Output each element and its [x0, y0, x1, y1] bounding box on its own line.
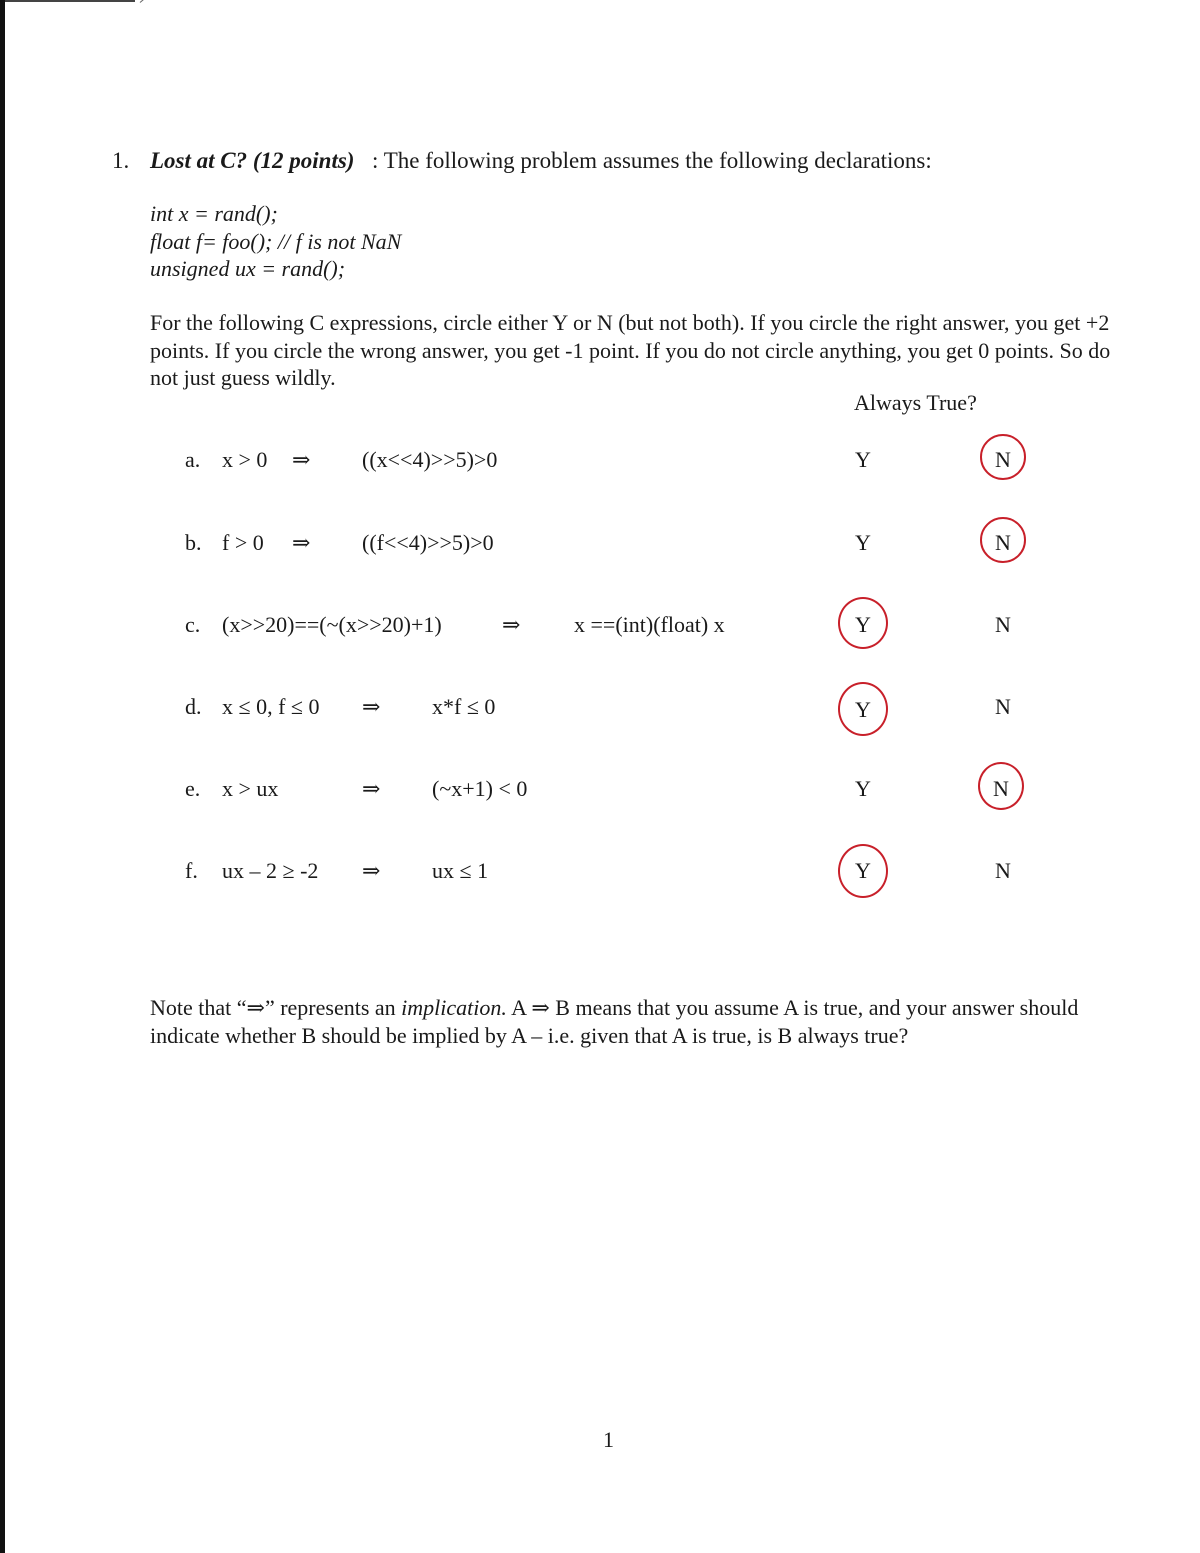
answer-n[interactable]: N [995, 612, 1011, 637]
question-premise: (x>>20)==(~(x>>20)+1) [222, 612, 442, 637]
implication-arrow: ⇒ [362, 858, 381, 883]
grading-circle [838, 682, 888, 736]
question-premise: ux – 2 ≥ -2 [222, 858, 319, 883]
problem-title: Lost at C? (12 points) [150, 148, 355, 173]
answer-y[interactable]: Y [855, 858, 871, 883]
question-letter: f. [185, 858, 198, 883]
note-text: A ⇒ B means that you assume A is true, and your answer should indicate whether B should be implied by A – i.e. given that A is true, is B always true? [150, 995, 1079, 1048]
note-emphasis: implication. [401, 995, 507, 1020]
problem-intro: : The following problem assumes the following declarations: [372, 148, 932, 173]
grading-circle [978, 762, 1024, 810]
implication-arrow: ⇒ [292, 447, 311, 472]
implication-arrow: ⇒ [292, 530, 311, 555]
grading-circle [838, 597, 888, 649]
answer-n[interactable]: N [995, 858, 1011, 883]
question-conclusion: (~x+1) < 0 [432, 776, 528, 801]
grading-circle [838, 844, 888, 898]
grading-circle [980, 517, 1026, 563]
question-conclusion: x*f ≤ 0 [432, 694, 496, 719]
question-conclusion: ((f<<4)>>5)>0 [362, 530, 494, 555]
scan-corner-mark [140, 0, 164, 3]
answer-n[interactable]: N [995, 530, 1011, 555]
implication-note [150, 994, 1110, 1050]
problem-number: 1. [112, 148, 130, 173]
answer-y[interactable]: Y [855, 447, 871, 472]
scan-corner-line [5, 0, 135, 2]
scan-left-edge [0, 0, 5, 1553]
question-conclusion: x ==(int)(float) x [574, 612, 725, 637]
question-letter: d. [185, 694, 202, 719]
answer-n[interactable]: N [995, 447, 1011, 472]
page-number: 1 [603, 1427, 614, 1452]
question-conclusion: ((x<<4)>>5)>0 [362, 447, 498, 472]
question-letter: a. [185, 447, 201, 472]
column-header-always-true: Always True? [854, 390, 977, 415]
answer-y[interactable]: Y [855, 612, 871, 637]
question-premise: x > ux [222, 776, 279, 801]
answer-n[interactable]: N [993, 776, 1009, 801]
answer-y[interactable]: Y [855, 697, 871, 722]
implication-arrow: ⇒ [362, 776, 381, 801]
grading-circle [980, 434, 1026, 480]
question-letter: b. [185, 530, 202, 555]
question-premise: x ≤ 0, f ≤ 0 [222, 694, 320, 719]
question-conclusion: ux ≤ 1 [432, 858, 489, 883]
declaration-line: float f= foo(); // f is not NaN [150, 229, 402, 254]
question-premise: x > 0 [222, 447, 268, 472]
answer-y[interactable]: Y [855, 776, 871, 801]
implication-arrow: ⇒ [362, 694, 381, 719]
answer-y[interactable]: Y [855, 530, 871, 555]
question-letter: e. [185, 776, 201, 801]
question-premise: f > 0 [222, 530, 264, 555]
instructions-paragraph: For the following C expressions, circle either Y or N (but not both). If you circle the right answer, you get +2 points. If you circle the wrong answer, you get -1 point. If you do not circle anything, you get 0 points. So do not just guess wildly. [150, 310, 1111, 390]
question-letter: c. [185, 612, 201, 637]
answer-n[interactable]: N [995, 694, 1011, 719]
declaration-line: int x = rand(); [150, 201, 278, 226]
note-text: Note that “⇒” represents an [150, 995, 402, 1020]
declaration-line: unsigned ux = rand(); [150, 256, 346, 281]
implication-arrow: ⇒ [502, 612, 521, 637]
